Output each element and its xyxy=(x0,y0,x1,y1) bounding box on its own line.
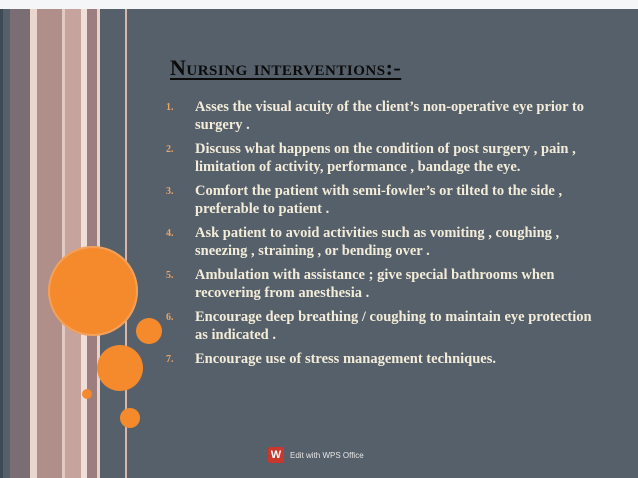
presentation-slide xyxy=(0,9,638,478)
list-item-number: 3. xyxy=(166,186,174,197)
list-item xyxy=(166,224,596,260)
wps-logo-icon: W xyxy=(268,447,284,463)
wps-watermark[interactable] xyxy=(268,447,364,463)
list-item-text: Asses the visual acuity of the client’s non-operative eye prior to surgery . xyxy=(195,99,585,133)
decor-circle-medium xyxy=(97,345,143,391)
decor-stripe xyxy=(30,9,37,478)
list-item-number: 7. xyxy=(166,354,174,365)
list-item xyxy=(166,182,596,218)
list-item-number: 6. xyxy=(166,312,174,323)
decor-stripe xyxy=(10,9,30,478)
interventions-list xyxy=(166,98,596,374)
slide-title: Nursing interventions:- xyxy=(170,55,402,80)
list-item xyxy=(166,266,596,302)
decor-stripe xyxy=(0,9,3,478)
list-item xyxy=(166,350,596,368)
list-item-text: Encourage use of stress management techniques. xyxy=(195,351,496,367)
decor-circle-large xyxy=(48,246,138,336)
list-item xyxy=(166,98,596,134)
list-item-number: 2. xyxy=(166,144,174,155)
list-item-text: Comfort the patient with semi-fowler’s or tilted to the side , preferable to patient . xyxy=(195,183,563,217)
decor-stripe xyxy=(37,9,62,478)
list-item-text: Encourage deep breathing / coughing to maintain eye protection as indicated . xyxy=(195,309,592,343)
list-item-number: 5. xyxy=(166,270,174,281)
wps-watermark-text: Edit with WPS Office xyxy=(290,450,364,460)
list-item-text: Ask patient to avoid activities such as vomiting , coughing , sneezing , straining , or bending over . xyxy=(195,225,560,259)
decor-circle-small xyxy=(120,408,140,428)
window-top-bar xyxy=(0,0,638,9)
list-item xyxy=(166,140,596,176)
decor-stripe xyxy=(87,9,97,478)
list-item-number: 1. xyxy=(166,102,174,113)
list-item-number: 4. xyxy=(166,228,174,239)
decor-stripe xyxy=(97,9,100,478)
list-item xyxy=(166,308,596,344)
decor-circle-dot xyxy=(82,389,92,399)
list-item-text: Discuss what happens on the condition of post surgery , pain , limitation of activity, performance , bandage the eye. xyxy=(195,141,576,175)
decor-stripe xyxy=(65,9,81,478)
list-item-text: Ambulation with assistance ; give special bathrooms when recovering from anesthesia . xyxy=(195,267,555,301)
decor-circle-small xyxy=(136,318,162,344)
